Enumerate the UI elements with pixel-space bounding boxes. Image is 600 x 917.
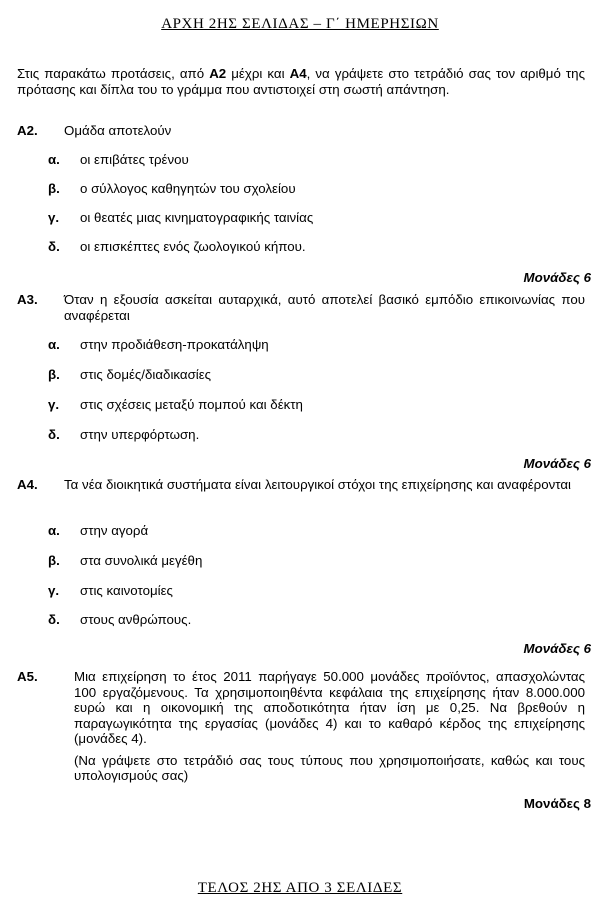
option-letter: β.: [48, 181, 60, 196]
instructions-paragraph: [17, 66, 585, 97]
intro-bold-1: Α2: [209, 66, 227, 81]
page-footer-text: ΤΕΛΟΣ 2ΗΣ ΑΠΟ 3 ΣΕΛΙΔΕΣ: [197, 880, 403, 896]
option-text: στην προδιάθεση-προκατάληψη: [80, 337, 269, 352]
option-text: οι επιβάτες τρένου: [80, 152, 189, 167]
question-a5: [17, 669, 585, 784]
question-text: Όταν η εξουσία ασκείται αυταρχικά, αυτό αποτελεί βασικό εμπόδιο επικοινωνίας που αναφέρεται: [64, 292, 585, 323]
intro-text-1: Στις παρακάτω προτάσεις, από: [17, 66, 210, 81]
question-a2: [17, 123, 585, 139]
intro-bold-2: Α4: [289, 66, 307, 81]
option-letter: α.: [48, 337, 60, 352]
question-text: Τα νέα διοικητικά συστήματα είναι λειτουργικοί στόχοι της επιχείρησης και αναφέρονται: [64, 477, 571, 492]
option-text: στις δομές/διαδικασίες: [80, 367, 212, 382]
option-text: στην υπερφόρτωση.: [80, 427, 200, 442]
option-letter: γ.: [48, 210, 60, 225]
question-text: Ομάδα αποτελούν: [64, 123, 172, 138]
question-text: Μια επιχείρηση το έτος 2011 παρήγαγε 50.000 μονάδες προϊόντος, απασχολώντας 100 εργαζόμενους. Τα χρησιμοποιηθέντα κεφάλαια της επιχείρησης ήταν 8.000.000 ευρώ και η οικονομική της αποδοτικότητα ήταν ίση με 0,25. Να βρεθούν η παραγωγικότητα της εργασίας (μονάδες 4) και το καθαρό κέρδος της επιχείρησης (μονάδες 4).: [74, 669, 585, 746]
option-letter: γ.: [48, 397, 60, 412]
page-footer: [0, 880, 600, 897]
question-a4: [17, 477, 585, 493]
page-header: [0, 16, 600, 33]
intro-text-3: , να γράψετε στο τετράδιό σας τον αριθμό της πρότασης και δίπλα του το γράμμα που αντιστοιχεί στη σωστή απάντηση.: [17, 66, 585, 97]
units-label: Μονάδες 6: [523, 641, 591, 656]
question-note: (Να γράψετε στο τετράδιό σας τους τύπους που χρησιμοποιήσατε, καθώς και τους υπολογισμούς σας): [74, 752, 585, 783]
question-a3: [17, 292, 585, 323]
option-letter: γ.: [48, 583, 60, 598]
option-text: ο σύλλογος καθηγητών του σχολείου: [80, 181, 296, 196]
option-letter: δ.: [48, 239, 60, 254]
option-letter: δ.: [48, 427, 60, 442]
option-letter: α.: [48, 152, 60, 167]
units-label: Μονάδες 6: [523, 456, 591, 471]
option-text: στα συνολικά μεγέθη: [80, 553, 203, 568]
option-text: στις σχέσεις μεταξύ πομπού και δέκτη: [80, 397, 303, 412]
units-label: Μονάδες 8: [523, 796, 591, 811]
option-text: οι θεατές μιας κινηματογραφικής ταινίας: [80, 210, 314, 225]
intro-text-2: μέχρι και: [226, 66, 290, 81]
units-label: Μονάδες 6: [523, 270, 591, 285]
option-letter: α.: [48, 523, 60, 538]
option-letter: δ.: [48, 612, 60, 627]
page-header-text: ΑΡΧΗ 2ΗΣ ΣΕΛΙΔΑΣ – Γ΄ ΗΜΕΡΗΣΙΩΝ: [161, 16, 439, 32]
option-text: οι επισκέπτες ενός ζωολογικού κήπου.: [80, 239, 306, 254]
option-text: στην αγορά: [80, 523, 149, 538]
option-text: στις καινοτομίες: [80, 583, 173, 598]
question-number: Α4.: [17, 477, 38, 492]
option-letter: β.: [48, 367, 60, 382]
question-number: Α3.: [17, 292, 38, 307]
option-text: στους ανθρώπους.: [80, 612, 192, 627]
question-number: Α5.: [17, 669, 38, 684]
option-letter: β.: [48, 553, 60, 568]
question-number: Α2.: [17, 123, 38, 138]
